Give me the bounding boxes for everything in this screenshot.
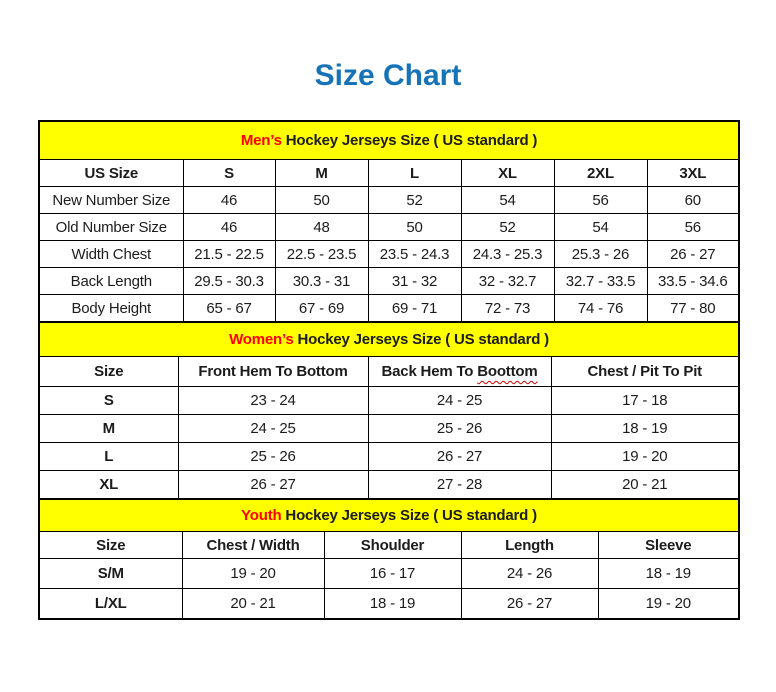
size-value-cell: 18 - 19	[598, 559, 739, 589]
size-value-cell: 50	[275, 187, 368, 214]
row-label: Body Height	[39, 295, 183, 323]
column-header: US Size	[39, 160, 183, 187]
table-row	[39, 187, 739, 214]
row-label: L/XL	[39, 589, 182, 620]
column-header: Sleeve	[598, 532, 739, 559]
size-value-cell: 48	[275, 214, 368, 241]
size-value-cell: 33.5 - 34.6	[647, 268, 739, 295]
size-value-cell: 26 - 27	[647, 241, 739, 268]
column-header: S	[183, 160, 275, 187]
table-row	[39, 214, 739, 241]
size-value-cell: 26 - 27	[461, 589, 598, 620]
row-label: L	[39, 443, 178, 471]
size-value-cell: 54	[461, 187, 554, 214]
size-value-cell: 29.5 - 30.3	[183, 268, 275, 295]
mens-title-highlight: Men’s	[240, 132, 282, 149]
column-header: Size	[39, 532, 182, 559]
youth-size-table	[38, 498, 740, 620]
size-value-cell: 18 - 19	[324, 589, 461, 620]
size-value-cell: 23.5 - 24.3	[368, 241, 461, 268]
size-value-cell: 69 - 71	[368, 295, 461, 323]
size-value-cell: 77 - 80	[647, 295, 739, 323]
size-value-cell: 20 - 21	[551, 471, 739, 500]
mens-table-title-band	[39, 121, 739, 160]
size-value-cell: 52	[368, 187, 461, 214]
size-value-cell: 24 - 26	[461, 559, 598, 589]
size-value-cell: 65 - 67	[183, 295, 275, 323]
size-value-cell: 52	[461, 214, 554, 241]
size-value-cell: 67 - 69	[275, 295, 368, 323]
size-value-cell: 56	[647, 214, 739, 241]
size-value-cell: 46	[183, 187, 275, 214]
youth-title-text: Hockey Jerseys Size ( US standard )	[281, 507, 537, 524]
column-header	[368, 357, 551, 387]
row-label: Back Length	[39, 268, 183, 295]
size-value-cell: 30.3 - 31	[275, 268, 368, 295]
youth-table-title-band	[39, 499, 739, 532]
size-value-cell: 24.3 - 25.3	[461, 241, 554, 268]
table-row	[39, 322, 739, 357]
table-row	[39, 471, 739, 500]
column-header: Front Hem To Bottom	[178, 357, 368, 387]
mens-size-table	[38, 120, 740, 323]
size-value-cell: 31 - 32	[368, 268, 461, 295]
table-row	[39, 160, 739, 187]
size-value-cell: 17 - 18	[551, 387, 739, 415]
size-value-cell: 56	[554, 187, 647, 214]
column-header: XL	[461, 160, 554, 187]
column-header: Chest / Width	[182, 532, 324, 559]
table-row	[39, 241, 739, 268]
mens-title-text: Hockey Jerseys Size ( US standard )	[281, 132, 538, 149]
row-label: Width Chest	[39, 241, 183, 268]
size-value-cell: 32.7 - 33.5	[554, 268, 647, 295]
size-value-cell: 18 - 19	[551, 415, 739, 443]
size-value-cell: 26 - 27	[178, 471, 368, 500]
size-value-cell: 50	[368, 214, 461, 241]
size-value-cell: 25.3 - 26	[554, 241, 647, 268]
table-row	[39, 415, 739, 443]
womens-size-table	[38, 321, 740, 500]
size-chart-page	[0, 58, 776, 620]
size-value-cell: 26 - 27	[368, 443, 551, 471]
womens-title-highlight: Women’s	[229, 331, 294, 348]
size-value-cell: 20 - 21	[182, 589, 324, 620]
column-header: Shoulder	[324, 532, 461, 559]
size-value-cell: 27 - 28	[368, 471, 551, 500]
size-value-cell: 25 - 26	[178, 443, 368, 471]
size-value-cell: 46	[183, 214, 275, 241]
table-row	[39, 387, 739, 415]
column-header: 3XL	[647, 160, 739, 187]
table-row	[39, 295, 739, 323]
table-row	[39, 559, 739, 589]
table-row	[39, 532, 739, 559]
table-row	[39, 443, 739, 471]
table-row	[39, 357, 739, 387]
size-value-cell: 19 - 20	[598, 589, 739, 620]
column-header: Chest / Pit To Pit	[551, 357, 739, 387]
row-label: M	[39, 415, 178, 443]
size-value-cell: 25 - 26	[368, 415, 551, 443]
size-value-cell: 23 - 24	[178, 387, 368, 415]
row-label: S/M	[39, 559, 182, 589]
column-header: L	[368, 160, 461, 187]
size-value-cell: 24 - 25	[178, 415, 368, 443]
row-label: Old Number Size	[39, 214, 183, 241]
size-value-cell: 24 - 25	[368, 387, 551, 415]
size-value-cell: 22.5 - 23.5	[275, 241, 368, 268]
table-row	[39, 121, 739, 160]
size-value-cell: 72 - 73	[461, 295, 554, 323]
table-row	[39, 499, 739, 532]
table-row	[39, 589, 739, 620]
row-label: S	[39, 387, 178, 415]
column-header: Length	[461, 532, 598, 559]
column-header: 2XL	[554, 160, 647, 187]
size-value-cell: 21.5 - 22.5	[183, 241, 275, 268]
misspelled-word: Boottom	[477, 363, 538, 380]
size-value-cell: 19 - 20	[551, 443, 739, 471]
size-value-cell: 74 - 76	[554, 295, 647, 323]
size-value-cell: 19 - 20	[182, 559, 324, 589]
size-value-cell: 32 - 32.7	[461, 268, 554, 295]
size-chart-tables	[38, 120, 738, 620]
page-title: Size Chart	[314, 59, 462, 92]
table-row	[39, 268, 739, 295]
womens-table-title-band	[39, 322, 739, 357]
size-value-cell: 16 - 17	[324, 559, 461, 589]
youth-title-highlight: Youth	[241, 507, 282, 524]
womens-title-text: Hockey Jerseys Size ( US standard )	[293, 331, 549, 348]
row-label: New Number Size	[39, 187, 183, 214]
column-header-text: Back Hem To	[381, 363, 478, 380]
size-value-cell: 60	[647, 187, 739, 214]
size-value-cell: 54	[554, 214, 647, 241]
column-header: Size	[39, 357, 178, 387]
row-label: XL	[39, 471, 178, 500]
column-header: M	[275, 160, 368, 187]
